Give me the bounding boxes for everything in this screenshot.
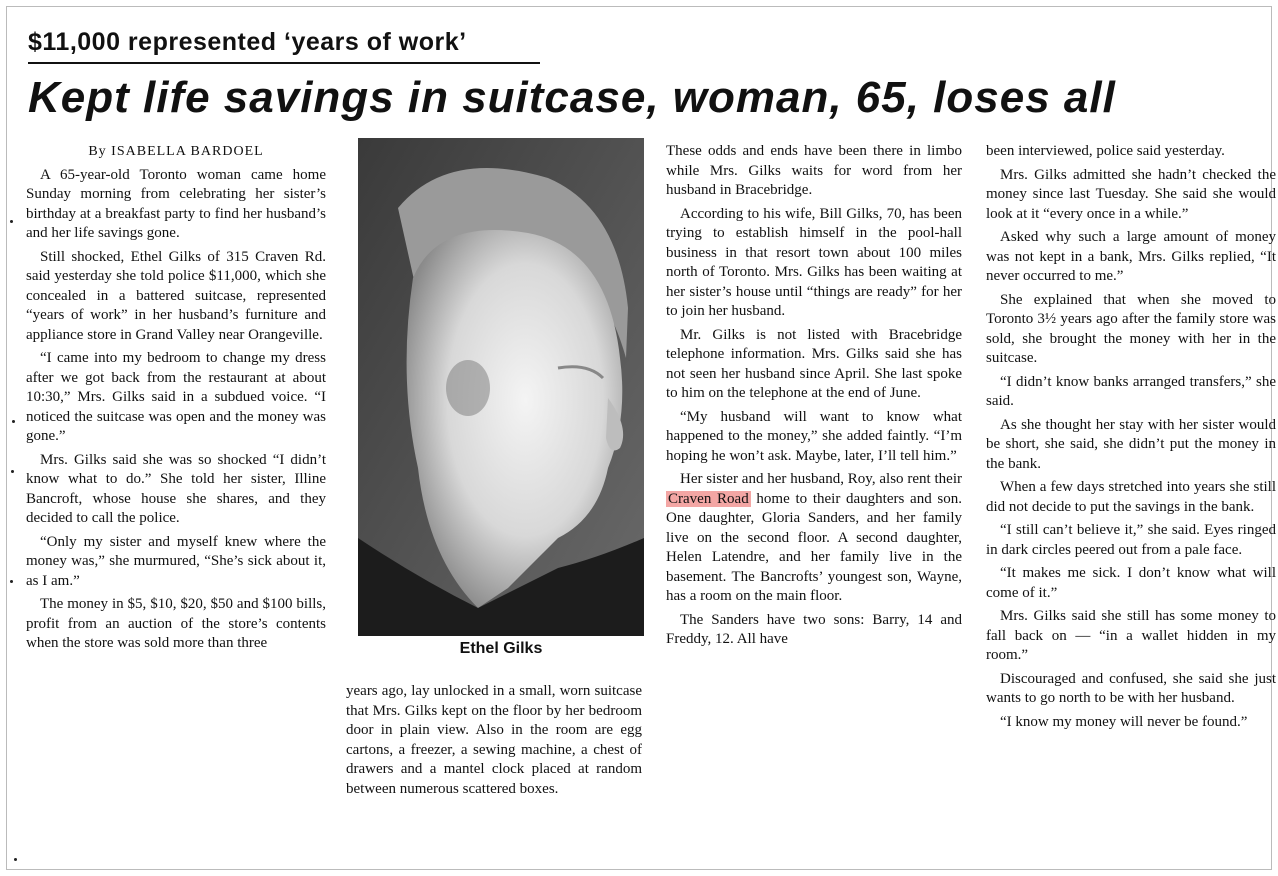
paragraph: Mrs. Gilks said she was so shocked “I didn’t know what to do.” She told her sister, Illine Bancroft, whose house she shares, and they decided to call the police. <box>26 451 326 526</box>
photo-caption: Ethel Gilks <box>459 640 543 657</box>
paragraph: According to his wife, Bill Gilks, 70, has been trying to establish himself in the pool-hall business in that resort town about 100 miles north of Toronto. Mrs. Gilks has been waiting at her sister’s house until “things are ready” for her to join her husband. <box>666 205 962 319</box>
column-1 <box>26 142 326 658</box>
scan-speck <box>11 470 14 473</box>
paragraph-with-highlight <box>666 470 962 607</box>
kicker-headline: $11,000 represented ‘years of work’ <box>28 28 467 56</box>
paragraph: been interviewed, police said yesterday. <box>986 143 1225 159</box>
paragraph: Mr. Gilks is not listed with Bracebridge telephone information. Mrs. Gilks said she has not seen her husband since April. She last spoke to him on the telephone at the end of June. <box>666 326 962 401</box>
paragraph: Asked why such a large amount of money was not kept in a bank, Mrs. Gilks replied, “It never occurred to me.” <box>986 229 1276 284</box>
portrait-photo <box>358 138 644 636</box>
byline: By ISABELLA BARDOEL <box>88 144 264 159</box>
paragraph: Still shocked, Ethel Gilks of 315 Craven Rd. said yesterday she told police $11,000, which she concealed in a battered suitcase, represented “years of work” in her husband’s furniture and appliance store in Grand Valley near Orangeville. <box>26 248 326 343</box>
column-4 <box>986 142 1276 736</box>
scan-speck <box>12 420 15 423</box>
paragraph: A 65-year-old Toronto woman came home Sunday morning from celebrating her sister’s birthday at a breakfast party to find her husband’s and her life savings gone. <box>26 166 326 241</box>
text-before-highlight: Her sister and her husband, Roy, also rent their <box>680 471 962 487</box>
paragraph: “I know my money will never be found.” <box>1000 713 1248 730</box>
paragraph: years ago, lay unlocked in a small, worn suitcase that Mrs. Gilks kept on the floor by her bedroom door in plain view. Also in the room are egg cartons, a freezer, a sewing machine, a chest of drawers and a mantel clock placed at random between numerous scattered boxes. <box>346 683 642 797</box>
paragraph: “I came into my bedroom to change my dress after we got back from the restaurant at about 10:30,” Mrs. Gilks said in a subdued voice. “I noticed the suitcase was open and the money was gone.” <box>26 350 326 444</box>
column-2 <box>346 682 642 803</box>
paragraph: These odds and ends have been there in limbo while Mrs. Gilks waits for word from her husband in Bracebridge. <box>666 143 962 198</box>
paragraph: The money in $5, $10, $20, $50 and $100 bills, profit from an auction of the store’s contents when the store was sold more than three <box>26 596 326 651</box>
paragraph: Discouraged and confused, she said she just wants to go north to be with her husband. <box>986 670 1276 706</box>
paragraph: “I didn’t know banks arranged transfers,” she said. <box>986 373 1276 409</box>
scan-speck <box>10 580 13 583</box>
paragraph: The Sanders have two sons: Barry, 14 and Freddy, 12. All have <box>666 611 962 647</box>
paragraph: “Only my sister and myself knew where the money was,” she murmured, “She’s sick about it, as I am.” <box>26 533 326 589</box>
paragraph: As she thought her stay with her sister would be short, she said, she didn’t put the money in the bank. <box>986 416 1276 472</box>
scan-speck <box>14 858 17 861</box>
paragraph: “My husband will want to know what happened to the money,” she added faintly. “I’m hoping he won’t ask. Maybe, later, I’ll tell him.” <box>666 408 962 464</box>
paragraph: “It makes me sick. I don’t know what will come of it.” <box>986 565 1276 601</box>
scan-speck <box>10 220 13 223</box>
portrait-illustration <box>358 138 644 636</box>
paragraph: When a few days stretched into years she still did not decide to put the savings in the bank. <box>986 479 1276 515</box>
highlighted-text[interactable]: Craven Road <box>668 490 749 507</box>
kicker-underline <box>28 62 540 64</box>
paragraph: Mrs. Gilks admitted she hadn’t checked the money since last Tuesday. She said she would look at it “every once in a while.” <box>986 166 1276 222</box>
paragraph: She explained that when she moved to Toronto 3½ years ago after the family store was sold, she brought the money with her in the suitcase. <box>986 291 1276 366</box>
paragraph: Mrs. Gilks said she still has some money to fall back on — “in a wallet hidden in my room.” <box>986 608 1276 663</box>
column-3 <box>666 142 962 654</box>
main-headline: Kept life savings in suitcase, woman, 65, loses all <box>28 73 1116 122</box>
paragraph: “I still can’t believe it,” she said. Eyes ringed in dark circles peered out from a pale face. <box>986 522 1276 558</box>
text-after-highlight: home to their daughters and son. One daughter, Gloria Sanders, and her family live on the second floor. A second daughter, Helen Latendre, and her family live in the basement. The Bancrofts’ youngest son, Wayne, has a room on the main floor. <box>666 490 963 604</box>
